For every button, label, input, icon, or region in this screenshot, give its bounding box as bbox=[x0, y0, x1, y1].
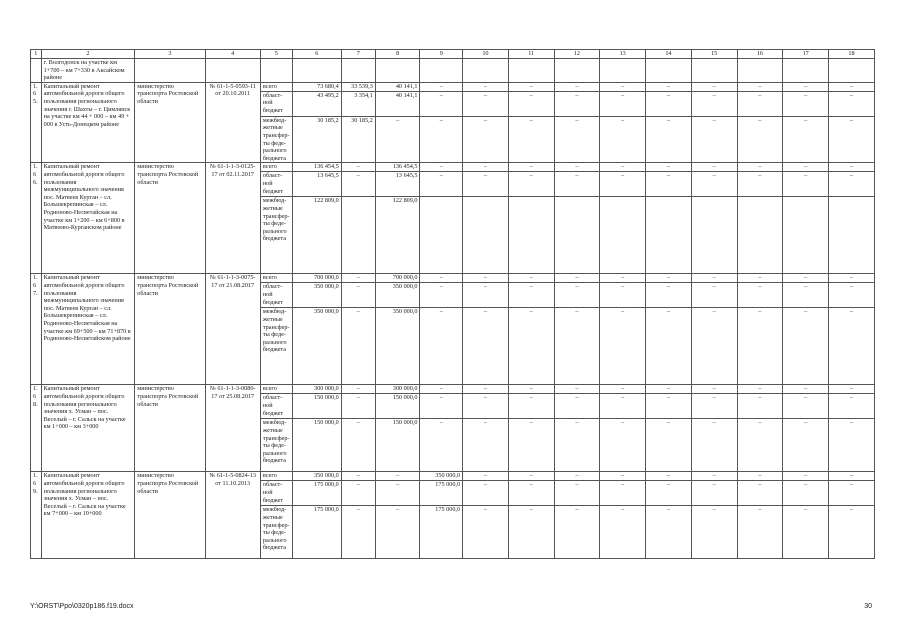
amount-cell: – bbox=[829, 481, 875, 506]
amount-cell: – bbox=[737, 283, 783, 308]
amount-cell: – bbox=[783, 481, 829, 506]
funding-source: област-ной бюджет bbox=[260, 481, 292, 506]
amount-cell: – bbox=[508, 91, 554, 116]
responsible-org: министерство транспорта Ростовской области bbox=[135, 274, 205, 385]
amount-cell: – bbox=[463, 163, 509, 172]
amount-cell: 350 000,0 bbox=[375, 283, 420, 308]
object-name: Капитальный ремонт автомобильной дороги общего пользования межмуниципального значения пос. Матвеев Курган – сл. Большекрепинская – сл. Родионово-Несветайская на участке км 1+200 – км 6+800 в Матвеево-Курганском районе bbox=[41, 163, 135, 274]
amount-cell: – bbox=[646, 274, 692, 283]
amount-cell: – bbox=[463, 91, 509, 116]
funding-source: межбюд-жетные трансфер-ты феде-рального бюджета bbox=[260, 506, 292, 559]
amount-cell: – bbox=[737, 481, 783, 506]
object-name: Капитальный ремонт автомобильной дороги общего пользования межмуниципального значения пос. Матвеев Курган – сл. Большекрепинская – сл. Родионово-Несветайская на участке км 69+500 – км 71+870 в Родионово-Несветайском районе bbox=[41, 274, 135, 385]
amount-cell: – bbox=[691, 506, 737, 559]
amount-cell: 300 000,0 bbox=[375, 385, 420, 394]
empty-cell bbox=[829, 59, 875, 83]
table-row bbox=[31, 274, 875, 283]
amount-cell: – bbox=[737, 274, 783, 283]
amount-cell: – bbox=[420, 419, 463, 472]
amount-cell: – bbox=[737, 506, 783, 559]
empty-cell bbox=[292, 59, 341, 83]
amount-cell: – bbox=[783, 506, 829, 559]
amount-cell bbox=[829, 197, 875, 274]
empty-cell bbox=[554, 59, 600, 83]
funding-source: област-ной бюджет bbox=[260, 172, 292, 197]
amount-cell: – bbox=[737, 472, 783, 481]
column-number: 10 bbox=[463, 50, 509, 59]
empty-cell bbox=[31, 59, 42, 83]
amount-cell: – bbox=[463, 385, 509, 394]
amount-cell: – bbox=[600, 91, 646, 116]
funding-source: межбюд-жетные трансфер-ты феде-рального бюджета bbox=[260, 116, 292, 163]
amount-cell bbox=[420, 197, 463, 274]
amount-cell bbox=[463, 197, 509, 274]
amount-cell: – bbox=[600, 163, 646, 172]
amount-cell bbox=[691, 197, 737, 274]
empty-cell bbox=[135, 59, 205, 83]
expertise-doc: № 61-1-1-3-0080-17 от 25.08.2017 bbox=[205, 385, 260, 472]
funding-source: област-ной бюджет bbox=[260, 283, 292, 308]
column-number: 17 bbox=[783, 50, 829, 59]
amount-cell: 350 000,0 bbox=[292, 308, 341, 385]
amount-cell: – bbox=[375, 116, 420, 163]
funding-source: всего bbox=[260, 472, 292, 481]
amount-cell: – bbox=[646, 419, 692, 472]
amount-cell: – bbox=[691, 283, 737, 308]
amount-cell: – bbox=[691, 419, 737, 472]
amount-cell: – bbox=[554, 82, 600, 91]
amount-cell: 700 000,0 bbox=[292, 274, 341, 283]
amount-cell: – bbox=[783, 172, 829, 197]
amount-cell: – bbox=[375, 506, 420, 559]
amount-cell: – bbox=[463, 172, 509, 197]
amount-cell: – bbox=[554, 472, 600, 481]
item-number: 1.69. bbox=[31, 472, 42, 559]
expertise-doc: № 61-1-1-3-0125-17 от 02.11.2017 bbox=[205, 163, 260, 274]
amount-cell: – bbox=[341, 394, 375, 419]
amount-cell: – bbox=[691, 163, 737, 172]
amount-cell: – bbox=[829, 506, 875, 559]
amount-cell: – bbox=[508, 116, 554, 163]
amount-cell: – bbox=[463, 419, 509, 472]
amount-cell: 122 809,0 bbox=[375, 197, 420, 274]
column-number: 16 bbox=[737, 50, 783, 59]
amount-cell: – bbox=[420, 394, 463, 419]
amount-cell: – bbox=[463, 274, 509, 283]
item-number: 1.66. bbox=[31, 163, 42, 274]
footer-file-path: Y:\ORST\Ppo\0320p186.f19.docx bbox=[30, 603, 134, 610]
amount-cell: – bbox=[463, 506, 509, 559]
amount-cell: – bbox=[463, 283, 509, 308]
amount-cell: – bbox=[463, 82, 509, 91]
amount-cell: – bbox=[420, 82, 463, 91]
amount-cell: – bbox=[783, 274, 829, 283]
amount-cell: – bbox=[829, 394, 875, 419]
amount-cell: 136 454,5 bbox=[292, 163, 341, 172]
amount-cell: – bbox=[341, 163, 375, 172]
amount-cell: 73 680,4 bbox=[292, 82, 341, 91]
amount-cell: – bbox=[420, 385, 463, 394]
amount-cell: – bbox=[600, 116, 646, 163]
column-number: 15 bbox=[691, 50, 737, 59]
object-name: Капитальный ремонт автомобильной дороги общего пользования регионального значения х. Усман – пос. Веселый – г. Сальск на участке км 1+000 – км 3+000 bbox=[41, 385, 135, 472]
amount-cell: – bbox=[691, 472, 737, 481]
amount-cell: – bbox=[829, 116, 875, 163]
amount-cell: – bbox=[600, 283, 646, 308]
amount-cell: – bbox=[737, 163, 783, 172]
funding-source: област-ной бюджет bbox=[260, 91, 292, 116]
page-number: 30 bbox=[864, 603, 872, 610]
amount-cell: – bbox=[463, 116, 509, 163]
amount-cell: – bbox=[646, 283, 692, 308]
empty-cell bbox=[420, 59, 463, 83]
amount-cell: – bbox=[508, 172, 554, 197]
amount-cell: – bbox=[691, 274, 737, 283]
amount-cell: – bbox=[600, 308, 646, 385]
amount-cell: – bbox=[783, 385, 829, 394]
amount-cell: – bbox=[737, 308, 783, 385]
object-name: Капитальный ремонт автомобильной дороги общего пользования регионального значения г. Шахты – г. Цимлянск на участке км 44 + 000 – км 49 + 000 в Усть-Донецком районе bbox=[41, 82, 135, 163]
amount-cell: – bbox=[600, 472, 646, 481]
amount-cell: – bbox=[554, 91, 600, 116]
table-row bbox=[31, 82, 875, 91]
amount-cell: – bbox=[508, 385, 554, 394]
amount-cell: – bbox=[508, 472, 554, 481]
amount-cell: – bbox=[737, 172, 783, 197]
column-number: 5 bbox=[260, 50, 292, 59]
amount-cell: – bbox=[783, 472, 829, 481]
amount-cell: 350 000,0 bbox=[292, 283, 341, 308]
item-number: 1.67. bbox=[31, 274, 42, 385]
empty-cell bbox=[508, 59, 554, 83]
empty-cell bbox=[260, 59, 292, 83]
amount-cell: – bbox=[691, 172, 737, 197]
amount-cell: 30 185,2 bbox=[341, 116, 375, 163]
amount-cell: – bbox=[691, 394, 737, 419]
amount-cell: – bbox=[420, 91, 463, 116]
amount-cell: – bbox=[554, 385, 600, 394]
amount-cell: – bbox=[554, 308, 600, 385]
amount-cell: – bbox=[783, 419, 829, 472]
table-row bbox=[31, 385, 875, 394]
amount-cell: – bbox=[691, 116, 737, 163]
table-row bbox=[31, 163, 875, 172]
column-number: 9 bbox=[420, 50, 463, 59]
header-row bbox=[31, 50, 875, 59]
empty-cell bbox=[646, 59, 692, 83]
amount-cell: – bbox=[646, 163, 692, 172]
amount-cell: – bbox=[341, 283, 375, 308]
amount-cell: – bbox=[600, 419, 646, 472]
amount-cell: – bbox=[420, 172, 463, 197]
amount-cell: 350 000,0 bbox=[420, 472, 463, 481]
funding-source: межбюд-жетные трансфер-ты феде-рального бюджета bbox=[260, 197, 292, 274]
amount-cell bbox=[508, 197, 554, 274]
amount-cell bbox=[646, 197, 692, 274]
continued-object-name: г. Волгодонск на участке км 1+700 – км 7+330 в Аксайском районе bbox=[41, 59, 135, 83]
amount-cell: – bbox=[420, 163, 463, 172]
funding-source: област-ной бюджет bbox=[260, 394, 292, 419]
amount-cell: – bbox=[829, 419, 875, 472]
amount-cell: – bbox=[341, 172, 375, 197]
amount-cell: – bbox=[508, 308, 554, 385]
column-number: 3 bbox=[135, 50, 205, 59]
amount-cell: – bbox=[600, 506, 646, 559]
amount-cell: 150 000,0 bbox=[375, 419, 420, 472]
amount-cell: – bbox=[554, 419, 600, 472]
amount-cell: – bbox=[646, 172, 692, 197]
column-number: 13 bbox=[600, 50, 646, 59]
amount-cell: 13 645,5 bbox=[292, 172, 341, 197]
column-number: 8 bbox=[375, 50, 420, 59]
column-number: 4 bbox=[205, 50, 260, 59]
amount-cell bbox=[600, 197, 646, 274]
amount-cell: – bbox=[783, 163, 829, 172]
amount-cell: – bbox=[508, 394, 554, 419]
amount-cell: – bbox=[554, 283, 600, 308]
amount-cell: – bbox=[646, 82, 692, 91]
amount-cell: 40 141,1 bbox=[375, 91, 420, 116]
amount-cell: – bbox=[508, 163, 554, 172]
amount-cell: 150 000,0 bbox=[292, 394, 341, 419]
column-number: 14 bbox=[646, 50, 692, 59]
amount-cell: – bbox=[508, 283, 554, 308]
amount-cell: – bbox=[829, 274, 875, 283]
empty-cell bbox=[341, 59, 375, 83]
amount-cell: – bbox=[829, 172, 875, 197]
amount-cell: – bbox=[691, 308, 737, 385]
funding-source: всего bbox=[260, 82, 292, 91]
column-number: 18 bbox=[829, 50, 875, 59]
amount-cell: – bbox=[646, 116, 692, 163]
amount-cell: – bbox=[783, 82, 829, 91]
amount-cell: – bbox=[554, 274, 600, 283]
amount-cell: 150 000,0 bbox=[292, 419, 341, 472]
amount-cell: – bbox=[829, 163, 875, 172]
amount-cell: 150 000,0 bbox=[375, 394, 420, 419]
amount-cell: 175 000,0 bbox=[292, 481, 341, 506]
amount-cell: – bbox=[420, 116, 463, 163]
amount-cell: – bbox=[829, 82, 875, 91]
amount-cell: – bbox=[554, 394, 600, 419]
amount-cell: 175 000,0 bbox=[420, 506, 463, 559]
amount-cell: – bbox=[600, 394, 646, 419]
amount-cell: – bbox=[554, 172, 600, 197]
amount-cell: – bbox=[341, 419, 375, 472]
column-number: 7 bbox=[341, 50, 375, 59]
column-number: 12 bbox=[554, 50, 600, 59]
amount-cell bbox=[783, 197, 829, 274]
amount-cell: – bbox=[463, 394, 509, 419]
amount-cell: – bbox=[420, 274, 463, 283]
continuation-row bbox=[31, 59, 875, 83]
empty-cell bbox=[375, 59, 420, 83]
amount-cell: – bbox=[600, 385, 646, 394]
item-number: 1.65. bbox=[31, 82, 42, 163]
amount-cell: – bbox=[420, 308, 463, 385]
amount-cell: – bbox=[737, 385, 783, 394]
responsible-org: министерство транспорта Ростовской области bbox=[135, 82, 205, 163]
expertise-doc: № 61-1-1-3-0075-17 от 21.08.2017 bbox=[205, 274, 260, 385]
amount-cell: – bbox=[783, 116, 829, 163]
table-row bbox=[31, 472, 875, 481]
funding-source: всего bbox=[260, 163, 292, 172]
amount-cell: – bbox=[783, 283, 829, 308]
amount-cell: 43 495,2 bbox=[292, 91, 341, 116]
amount-cell: 136 454,5 bbox=[375, 163, 420, 172]
amount-cell: – bbox=[737, 394, 783, 419]
amount-cell: – bbox=[554, 163, 600, 172]
empty-cell bbox=[463, 59, 509, 83]
item-number: 1.68. bbox=[31, 385, 42, 472]
amount-cell bbox=[554, 197, 600, 274]
amount-cell: – bbox=[375, 472, 420, 481]
amount-cell: – bbox=[829, 91, 875, 116]
amount-cell: 175 000,0 bbox=[420, 481, 463, 506]
amount-cell: 350 000,0 bbox=[292, 472, 341, 481]
amount-cell: – bbox=[600, 82, 646, 91]
funding-source: межбюд-жетные трансфер-ты феде-рального бюджета bbox=[260, 308, 292, 385]
amount-cell: – bbox=[600, 172, 646, 197]
amount-cell bbox=[737, 197, 783, 274]
expertise-doc: № 61-1-5-0824-13 от 11.10.2013 bbox=[205, 472, 260, 559]
amount-cell: – bbox=[341, 274, 375, 283]
amount-cell: – bbox=[600, 481, 646, 506]
amount-cell: – bbox=[737, 419, 783, 472]
empty-cell bbox=[205, 59, 260, 83]
amount-cell: 122 809,0 bbox=[292, 197, 341, 274]
column-number: 2 bbox=[41, 50, 135, 59]
amount-cell: – bbox=[783, 91, 829, 116]
amount-cell: 33 539,3 bbox=[341, 82, 375, 91]
column-number: 1 bbox=[31, 50, 42, 59]
empty-cell bbox=[600, 59, 646, 83]
amount-cell: – bbox=[691, 481, 737, 506]
amount-cell: – bbox=[341, 472, 375, 481]
amount-cell: – bbox=[554, 481, 600, 506]
amount-cell: – bbox=[463, 308, 509, 385]
amount-cell: 40 141,1 bbox=[375, 82, 420, 91]
amount-cell: – bbox=[829, 472, 875, 481]
amount-cell: – bbox=[508, 82, 554, 91]
amount-cell: – bbox=[463, 481, 509, 506]
amount-cell bbox=[341, 197, 375, 274]
amount-cell: – bbox=[646, 472, 692, 481]
amount-cell: 175 000,0 bbox=[292, 506, 341, 559]
amount-cell: 700 000,0 bbox=[375, 274, 420, 283]
amount-cell: – bbox=[691, 91, 737, 116]
amount-cell: – bbox=[829, 385, 875, 394]
amount-cell: – bbox=[783, 394, 829, 419]
amount-cell: 300 000,0 bbox=[292, 385, 341, 394]
funding-source: межбюд-жетные трансфер-ты феде-рального бюджета bbox=[260, 419, 292, 472]
amount-cell: – bbox=[646, 481, 692, 506]
amount-cell: – bbox=[341, 385, 375, 394]
amount-cell: – bbox=[646, 91, 692, 116]
column-number: 11 bbox=[508, 50, 554, 59]
amount-cell: – bbox=[554, 116, 600, 163]
responsible-org: министерство транспорта Ростовской области bbox=[135, 472, 205, 559]
amount-cell: – bbox=[737, 82, 783, 91]
amount-cell: – bbox=[783, 308, 829, 385]
empty-cell bbox=[783, 59, 829, 83]
amount-cell: – bbox=[508, 419, 554, 472]
expertise-doc: № 61-1-5-0593-11 от 20.10.2011 bbox=[205, 82, 260, 163]
responsible-org: министерство транспорта Ростовской области bbox=[135, 163, 205, 274]
amount-cell: – bbox=[646, 308, 692, 385]
funding-source: всего bbox=[260, 274, 292, 283]
amount-cell: – bbox=[829, 308, 875, 385]
amount-cell: – bbox=[341, 481, 375, 506]
object-name: Капитальный ремонт автомобильной дороги общего пользования регионального значения х. Усман – пос. Веселый – г. Сальск на участке км 7+000 – км 10+000 bbox=[41, 472, 135, 559]
amount-cell: – bbox=[646, 385, 692, 394]
amount-cell: 350 000,0 bbox=[375, 308, 420, 385]
empty-cell bbox=[737, 59, 783, 83]
amount-cell: – bbox=[508, 506, 554, 559]
amount-cell: – bbox=[646, 506, 692, 559]
amount-cell: – bbox=[600, 274, 646, 283]
amount-cell: 3 354,1 bbox=[341, 91, 375, 116]
column-number: 6 bbox=[292, 50, 341, 59]
amount-cell: – bbox=[375, 481, 420, 506]
amount-cell: – bbox=[463, 472, 509, 481]
amount-cell: – bbox=[646, 394, 692, 419]
amount-cell: – bbox=[341, 506, 375, 559]
amount-cell: – bbox=[737, 116, 783, 163]
amount-cell: – bbox=[508, 481, 554, 506]
budget-table bbox=[30, 49, 875, 559]
responsible-org: министерство транспорта Ростовской области bbox=[135, 385, 205, 472]
amount-cell: – bbox=[691, 82, 737, 91]
amount-cell: – bbox=[341, 308, 375, 385]
amount-cell: 13 645,5 bbox=[375, 172, 420, 197]
amount-cell: – bbox=[554, 506, 600, 559]
empty-cell bbox=[691, 59, 737, 83]
amount-cell: – bbox=[737, 91, 783, 116]
amount-cell: 30 185,2 bbox=[292, 116, 341, 163]
funding-source: всего bbox=[260, 385, 292, 394]
amount-cell: – bbox=[420, 283, 463, 308]
amount-cell: – bbox=[829, 283, 875, 308]
amount-cell: – bbox=[691, 385, 737, 394]
amount-cell: – bbox=[508, 274, 554, 283]
